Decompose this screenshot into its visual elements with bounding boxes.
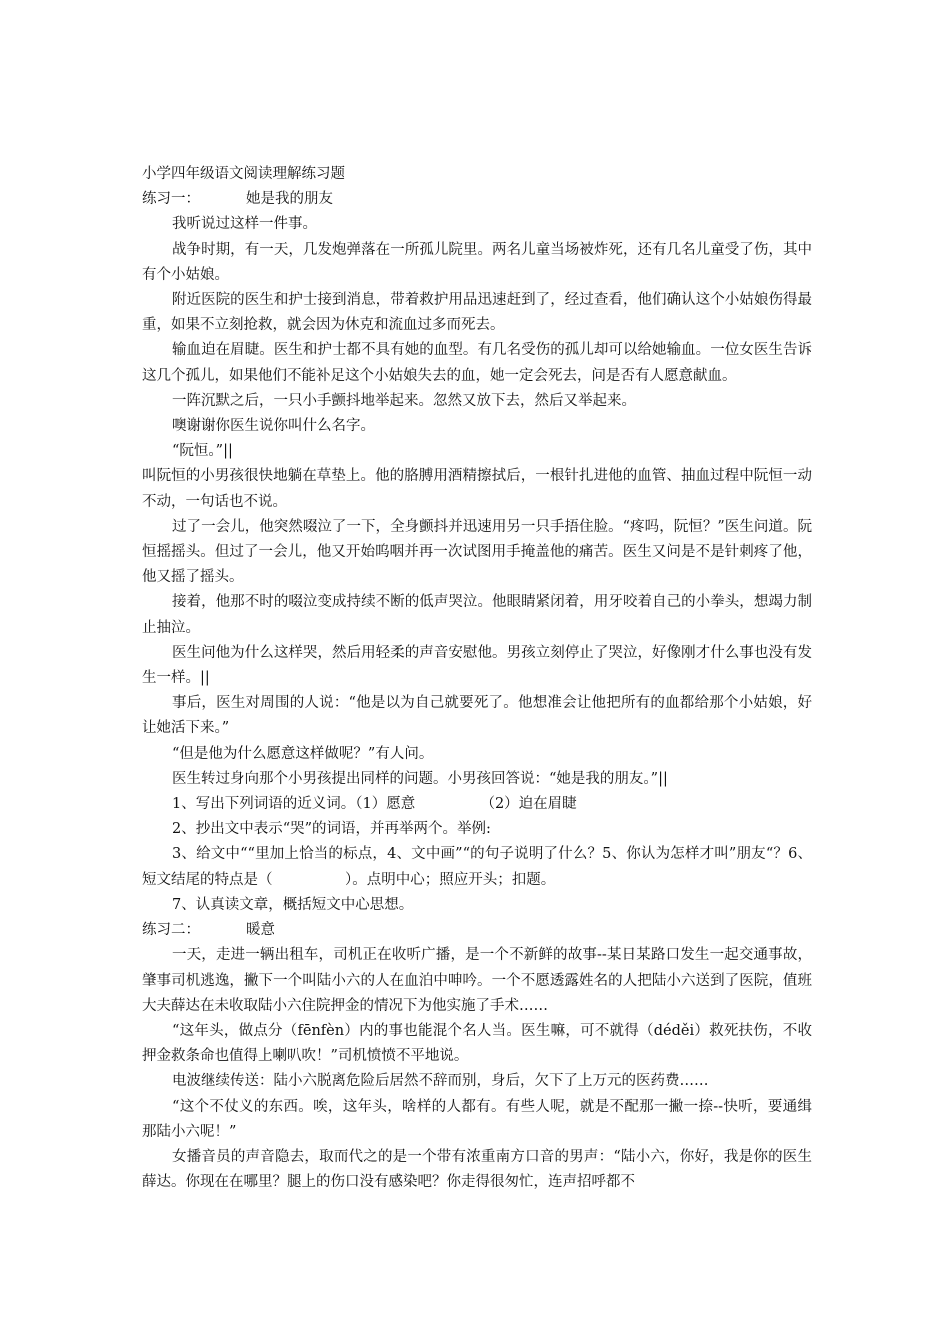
document-body: [142, 162, 812, 1195]
paragraph: 叫阮恒的小男孩很快地躺在草垫上。他的胳膊用酒精擦拭后，一根针扎进他的血管、抽血过程中阮恒一动不动，一句话也不说。: [142, 468, 812, 510]
paragraph: 一阵沉默之后，一只小手颤抖地举起来。忽然又放下去，然后又举起来。: [172, 392, 636, 409]
paragraph: “阮恒。”||: [172, 443, 233, 460]
paragraph: 我听说过这样一件事。: [172, 216, 317, 233]
paragraph: 一天，走进一辆出租车，司机正在收听广播，是一个不新鲜的故事--某日某路口发生一起交通事故，肇事司机逃逸，撇下一个叫陆小六的人在血泊中呻吟。一个不愿透露姓名的人把陆小六送到了医院，值班大夫薛达在未收取陆小六住院押金的情况下为他实施了手术……: [142, 947, 812, 1014]
paragraph: 输血迫在眉睫。医生和护士都不具有她的血型。有几名受伤的孤儿却可以给她输血。一位女医生告诉这几个孤儿，如果他们不能补足这个小姑娘失去的血，她一定会死去，问是否有人愿意献血。: [142, 342, 812, 384]
paragraph: 电波继续传送：陆小六脱离危险后居然不辞而别，身后，欠下了上万元的医药费……: [172, 1073, 709, 1090]
paragraph: 医生问他为什么这样哭，然后用轻柔的声音安慰他。男孩立刻停止了哭泣，好像刚才什么事也没有发生一样。||: [142, 644, 812, 687]
exercise-1-label: 练习一：: [142, 191, 200, 208]
document-title: 小学四年级语文阅读理解练习题: [142, 166, 345, 182]
question-1: 1、写出下列词语的近义词。（1）愿意 （2）迫在眉睫: [172, 796, 577, 813]
paragraph: 过了一会儿，他突然啜泣了一下，全身颤抖并迅速用另一只手捂住脸。“疼吗，阮恒？”医生问道。阮恒摇摇头。但过了一会儿，他又开始呜咽并再一次试图用手掩盖他的痛苦。医生又问是不是针刺疼了他，他又摇了摇头。: [142, 518, 812, 586]
paragraph: “这年头，做点分（fēnfèn）内的事也能混个名人当。医生嘛，可不就得（déděi）救死扶伤，不收押金救条命也值得上喇叭吹！”司机愤愤不平地说。: [142, 1022, 812, 1065]
paragraph: “但是他为什么愿意这样做呢？”有人问。: [172, 745, 434, 762]
question-3-6: 3、给文中““里加上恰当的标点，4、文中画”“的句子说明了什么？5、你认为怎样才叫”朋友“？6、短文结尾的特点是（ ）。点明中心；照应开头；扣题。: [142, 846, 812, 888]
exercise-2-heading: [142, 918, 812, 943]
paragraph: 女播音员的声音隐去，取而代之的是一个带有浓重南方口音的男声：“陆小六，你好，我是你的医生薛达。你现在在哪里？腿上的伤口没有感染吧？你走得很匆忙，连声招呼都不: [142, 1148, 812, 1191]
paragraph: 战争时期，有一天，几发炮弹落在一所孤儿院里。两名儿童当场被炸死，还有几名儿童受了伤，其中有个小姑娘。: [142, 241, 812, 283]
question-7: 7、认真读文章，概括短文中心思想。: [172, 896, 414, 913]
paragraph: “这个不仗义的东西。唉，这年头，啥样的人都有。有些人呢，就是不配那一撇一捺--快听，要通缉那陆小六呢！”: [142, 1098, 812, 1140]
exercise-2-title: 暖意: [246, 922, 275, 939]
exercise-2-label: 练习二：: [142, 922, 200, 939]
paragraph: 附近医院的医生和护士接到消息，带着救护用品迅速赶到了，经过查看，他们确认这个小姑娘伤得最重，如果不立刻抢救，就会因为休克和流血过多而死去。: [142, 292, 812, 334]
exercise-1-heading: [142, 187, 812, 212]
question-2: 2、抄出文中表示“哭”的词语，并再举两个。举例:: [172, 821, 491, 838]
paragraph: 接着，他那不时的啜泣变成持续不断的低声哭泣。他眼睛紧闭着，用牙咬着自己的小拳头，想竭力制止抽泣。: [142, 594, 812, 636]
paragraph: 噢谢谢你医生说你叫什么名字。: [172, 418, 375, 435]
exercise-1-title: 她是我的朋友: [246, 191, 333, 208]
paragraph: 事后，医生对周围的人说：“他是以为自己就要死了。他想准会让他把所有的血都给那个小姑娘，好让她活下来。”: [142, 695, 812, 737]
paragraph: 医生转过身向那个小男孩提出同样的问题。小男孩回答说：“她是我的朋友。”||: [172, 770, 668, 787]
